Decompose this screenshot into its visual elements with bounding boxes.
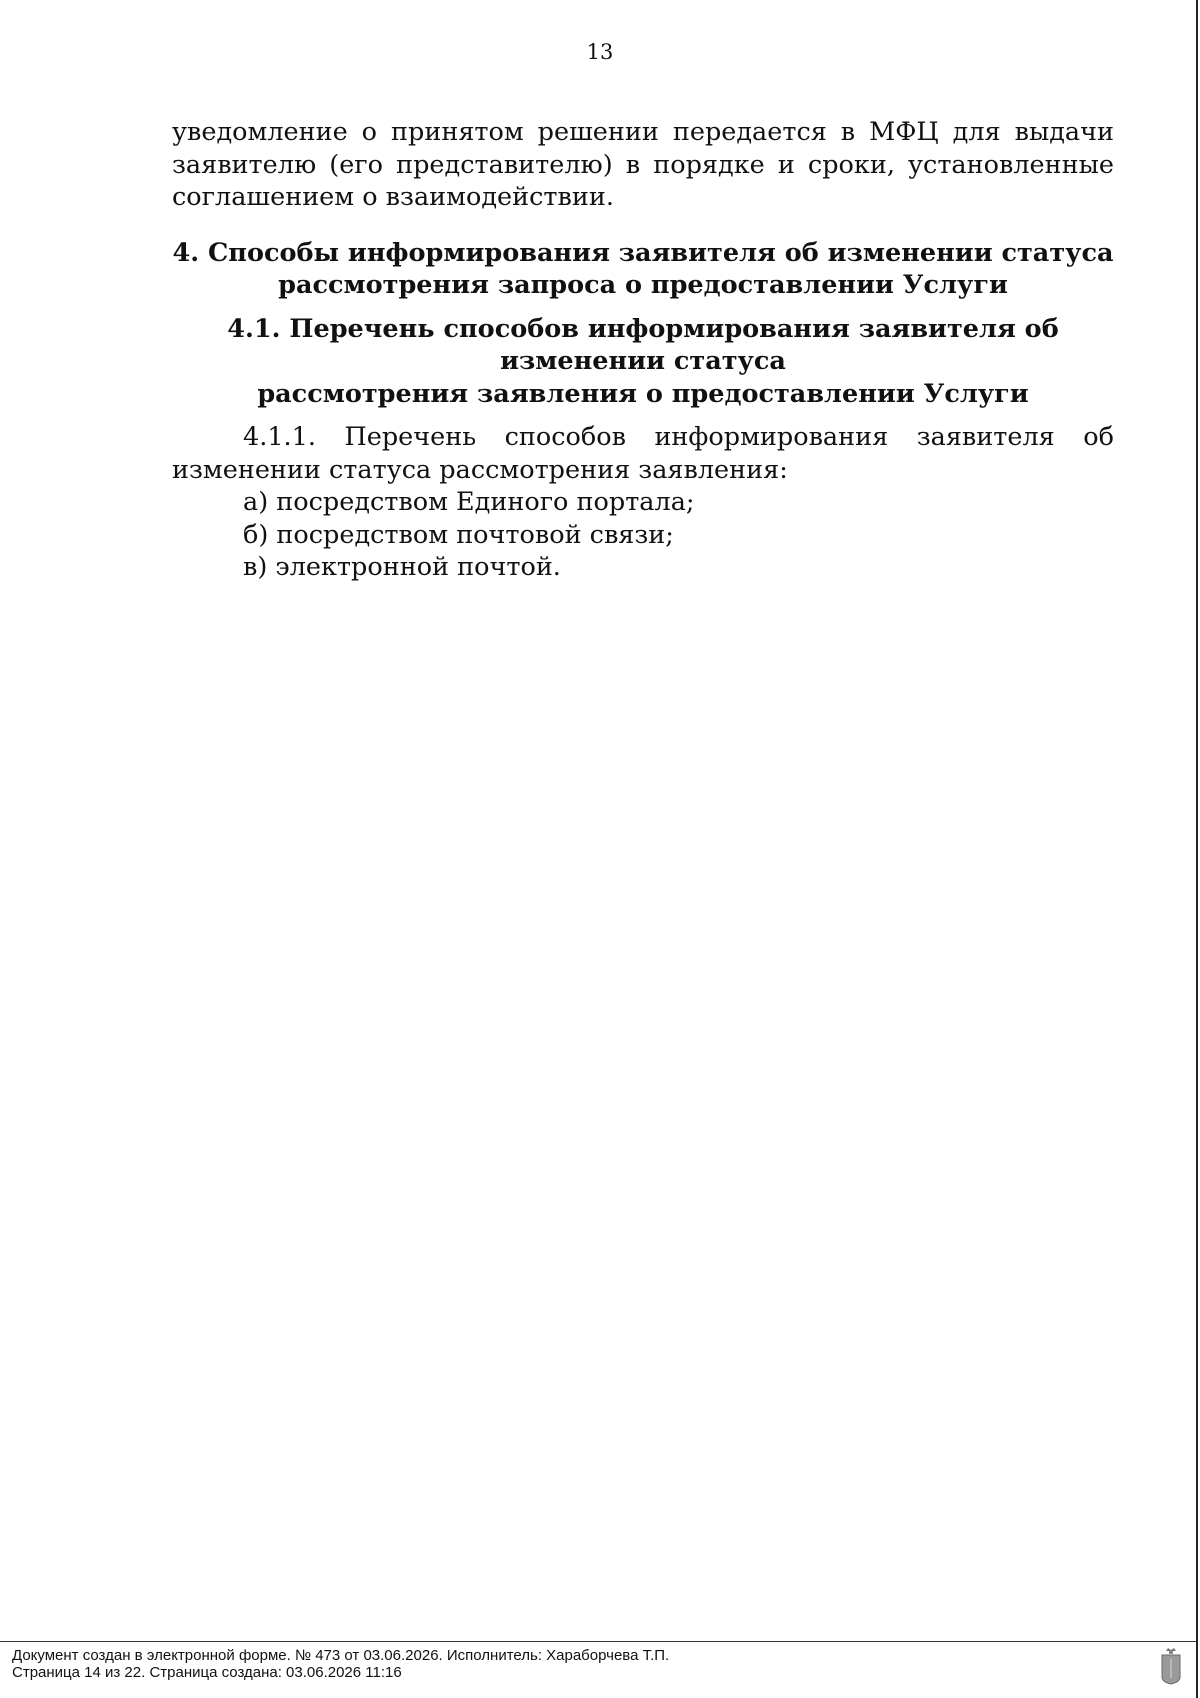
- page-number: 13: [586, 40, 614, 64]
- section-4-1-heading-line1: 4.1. Перечень способов информирования заявителя об изменении статуса: [227, 313, 1059, 376]
- footer-page-info: Страница 14 из 22. Страница создана: 03.06.2026 11:16: [12, 1664, 402, 1681]
- list-item: в) электронной почтой.: [243, 552, 561, 582]
- footer-document-info: Документ создан в электронной форме. № 473 от 03.06.2026. Исполнитель: Хараборчева Т.П.: [12, 1647, 670, 1664]
- section-4-1-heading-line2: рассмотрения заявления о предоставлении Услуги: [257, 378, 1029, 409]
- section-4-heading: [172, 237, 1114, 302]
- section-4-1-1-paragraph: 4.1.1. Перечень способов информирования заявителя об изменении статуса рассмотрения заявления:: [172, 422, 1114, 485]
- coat-of-arms-icon: [1160, 1647, 1182, 1685]
- page-footer: [12, 1647, 669, 1681]
- section-4-1-heading: [172, 313, 1114, 411]
- list-item: а) посредством Единого портала;: [243, 487, 695, 517]
- section-4-heading-line2: рассмотрения запроса о предоставлении Услуги: [278, 270, 1008, 300]
- informing-methods-list: [172, 486, 1114, 584]
- document-body: [172, 116, 1114, 584]
- intro-paragraph: уведомление о принятом решении передается в МФЦ для выдачи заявителю (его представителю) в порядке и сроки, установленные соглашением о взаимодействии.: [172, 117, 1114, 212]
- footer-divider: [0, 1641, 1196, 1642]
- section-4-heading-line1: 4. Способы информирования заявителя об изменении статуса: [172, 237, 1114, 268]
- list-item: б) посредством почтовой связи;: [243, 519, 674, 550]
